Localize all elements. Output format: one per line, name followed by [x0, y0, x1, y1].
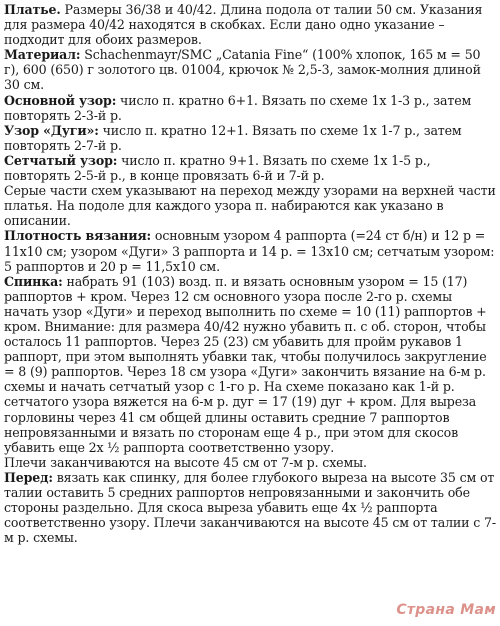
text-dress: Размеры 36/38 и 40/42. Длина подола от талии 50 см. Указания для размера 40/42 находятся в скобках. Если дано одно указание – подходит для обоих размеров.: [4, 2, 487, 48]
text-front: вязать как спинку, для более глубокого выреза на высоте 35 см от талии оставить 5 средних раппортов непровязанными и закончить обе стороны раздельно. Для скоса выреза убавить еще 4х ½ раппорта соответственно узору. Плечи заканчиваются на высоте 45 см от талии с 7-м р. схемы.: [4, 469, 499, 546]
heading-main-pattern: Основной узор:: [4, 92, 117, 108]
text-main-pattern: число п. кратно 6+1. Вязать по схеме 1х 1-3 р., затем повторять 2-3-й р.: [4, 92, 476, 123]
text-shoulders: Плечи заканчиваются на высоте 45 см от 7-м р. схемы.: [4, 454, 367, 470]
paragraph-gauge: [4, 228, 499, 274]
paragraph-back: [4, 274, 496, 455]
heading-front: Перед:: [4, 469, 53, 485]
heading-mesh-pattern: Сетчатый узор:: [4, 152, 118, 168]
paragraph-dress: [4, 2, 496, 47]
paragraph-main-pattern: [4, 93, 496, 123]
text-gray-parts: Серые части схем указывают на переход между узорами на верхней части платья. На подоле для каждого узора п. набираются как указано в описании.: [4, 183, 500, 229]
paragraph-gray-parts: [4, 183, 500, 229]
paragraph-mesh-pattern: [4, 153, 496, 183]
text-material: Schachenmayr/SMC „Catania Fine“ (100% хлопок, 165 м = 50 г), 600 (650) г золотого цв. 01004, крючок № 2,5-3, замок-молния длиной 30 см.: [4, 47, 485, 93]
text-arcs-pattern: число п. кратно 12+1. Вязать по схеме 1х 1-7 р., затем повторять 2-7-й р.: [4, 122, 466, 153]
paragraph-front: [4, 469, 499, 546]
heading-dress: Платье.: [4, 2, 61, 17]
paragraph-arcs-pattern: [4, 123, 496, 153]
paragraph-material: [4, 47, 496, 92]
text-back: набрать 91 (103) возд. п. и вязать основным узором = 15 (17) раппортов + кром. Через 12 см основного узора после 2-го р. схемы начать узор «Дуги» и переход выполнить по схеме = 10 (11) раппортов + кром. Внимание: для размера 40/42 нужно убавить п. с об. сторон, чтобы осталось 11 раппортов. Через 25 (23) см убавить для пройм рукавов 1 раппорт, при этом выполнять убавки так, чтобы получилось закругление = 8 (9) раппортов. Через 18 см узора «Дуги» закончить вязание на 6-м р. схемы и начать сетчатый узор с 1-го р. На схеме показано как 1-й р. сетчатого узора вяжется на 6-м р. дуг = 17 (19) дуг + кром. Для выреза горловины через 41 см общей длины оставить средние 7 раппортов непровязанными и вязать по сторонам еще 4 р., при этом для скосов убавить еще 2х ½ раппорта соответственно узору.: [4, 273, 491, 455]
heading-back: Спинка:: [4, 273, 63, 289]
paragraph-shoulders: [4, 455, 496, 470]
heading-arcs-pattern: Узор «Дуги»:: [4, 122, 99, 138]
heading-gauge: Плотность вязания:: [4, 228, 152, 244]
text-gauge: основным узором 4 раппорта (=24 ст б/н) и 12 р = 11х10 см; узором «Дуги» 3 раппорта и 14 р. = 13х10 см; сетчатым узором: 5 раппортов и 20 р = 11,5х10 см.: [4, 228, 499, 274]
text-mesh-pattern: число п. кратно 9+1. Вязать по схеме 1х 1-5 р., повторять 2-5-й р., в конце провязать 6-й и 7-й р.: [4, 152, 435, 184]
pattern-text: [4, 2, 500, 546]
site-watermark: Страна Мам: [396, 602, 496, 618]
heading-material: Материал:: [4, 47, 81, 63]
